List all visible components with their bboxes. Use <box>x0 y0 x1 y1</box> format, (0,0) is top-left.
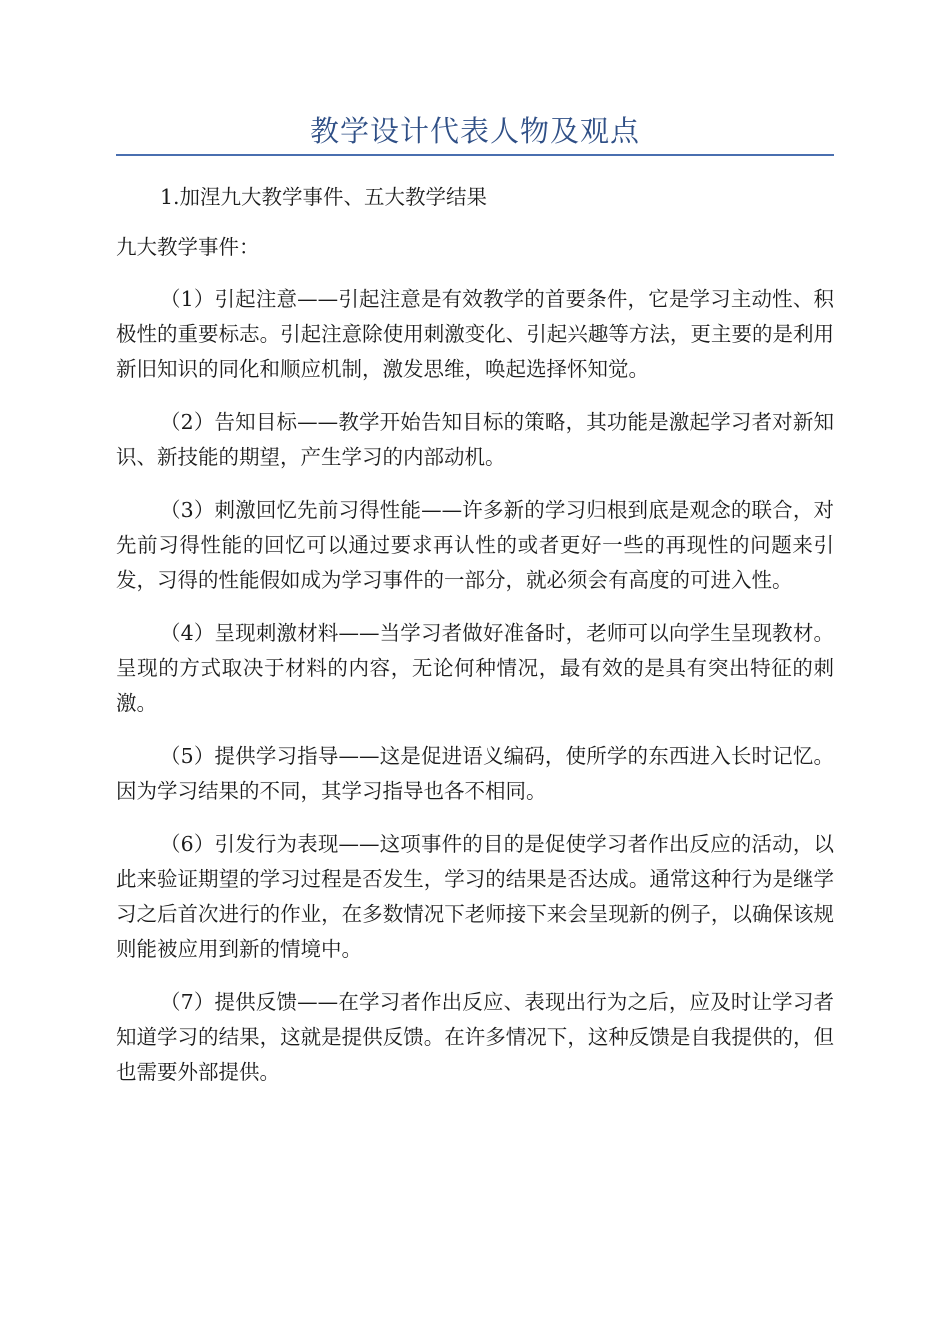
event-paragraph-6: （6）引发行为表现——这项事件的目的是促使学习者作出反应的活动，以此来验证期望的学习过程是否发生，学习的结果是否达成。通常这种行为是继学习之后首次进行的作业，在多数情况下老师接下来会呈现新的例子，以确保该规则能被应用到新的情境中。 <box>116 832 834 961</box>
event-paragraph-3: （3）刺激回忆先前习得性能——许多新的学习归根到底是观念的联合，对先前习得性能的回忆可以通过要求再认性的或者更好一些的再现性的问题来引发，习得的性能假如成为学习事件的一部分，就必须会有高度的可进入性。 <box>116 498 834 592</box>
document-title: 教学设计代表人物及观点 <box>309 114 640 148</box>
subheading-nine-events: 九大教学事件： <box>116 235 260 259</box>
document-page <box>116 108 834 1090</box>
event-paragraph-4: （4）呈现刺激材料——当学习者做好准备时，老师可以向学生呈现教材。呈现的方式取决于材料的内容，无论何种情况，最有效的是具有突出特征的刺激。 <box>116 621 834 715</box>
event-paragraph-5: （5）提供学习指导——这是促进语义编码，使所学的东西进入长时记忆。因为学习结果的不同，其学习指导也各不相同。 <box>116 744 834 803</box>
event-paragraph-2: （2）告知目标——教学开始告知目标的策略，其功能是激起学习者对新知识、新技能的期望，产生学习的内部动机。 <box>116 410 834 469</box>
title-underline <box>116 154 834 156</box>
section-heading: 1.加涅九大教学事件、五大教学结果 <box>160 185 488 209</box>
event-paragraph-7: （7）提供反馈——在学习者作出反应、表现出行为之后，应及时让学习者知道学习的结果，这就是提供反馈。在许多情况下，这种反馈是自我提供的，但也需要外部提供。 <box>116 990 834 1084</box>
event-paragraph-1: （1）引起注意——引起注意是有效教学的首要条件，它是学习主动性、积极性的重要标志。引起注意除使用刺激变化、引起兴趣等方法，更主要的是利用新旧知识的同化和顺应机制，激发思维，唤起选择怀知觉。 <box>116 287 834 381</box>
